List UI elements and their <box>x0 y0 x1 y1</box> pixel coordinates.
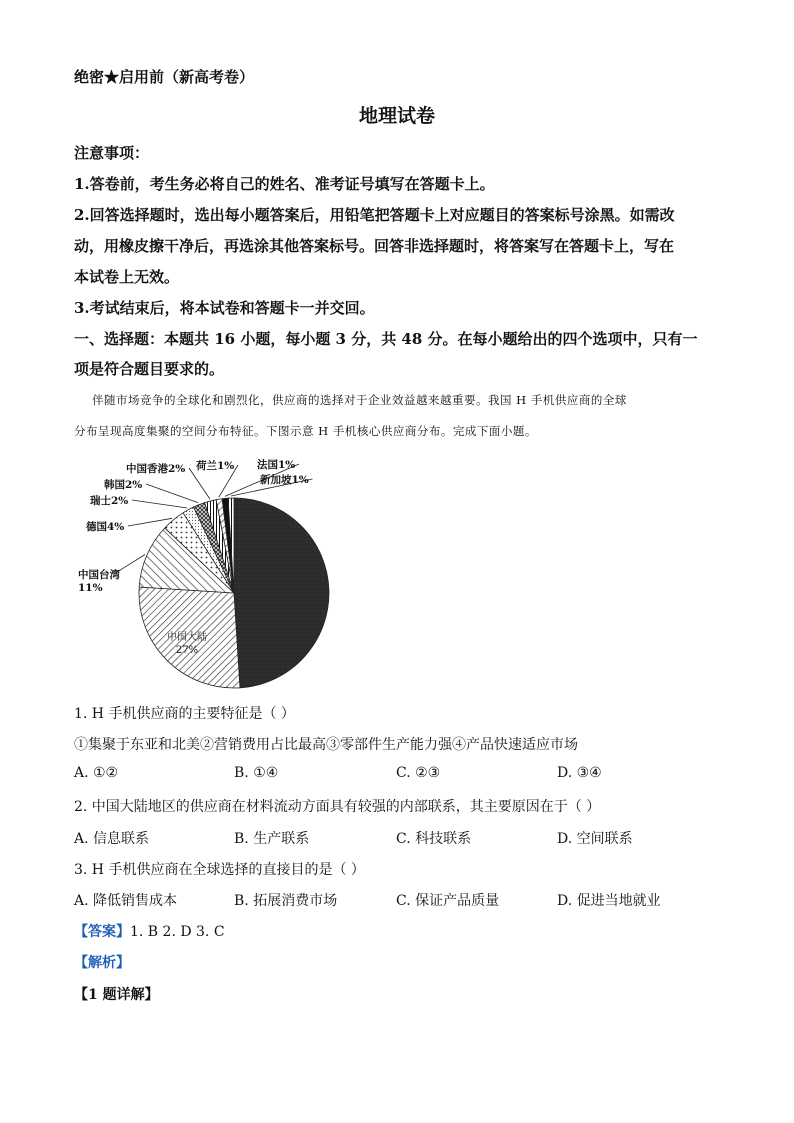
q1-option-c[interactable]: C. ②③ <box>396 765 441 781</box>
note-item-3: 3.考试结束后，将本试卷和答题卡一并交回。 <box>74 299 375 317</box>
material-line-1: 伴随市场竞争的全球化和剧烈化，供应商的选择对于企业效益越来越重要。我国 H 手机供应商的全球 <box>92 393 627 407</box>
pie-leader-4 <box>128 518 172 526</box>
answer-label: 【答案】 <box>74 924 130 940</box>
note-item-2-line-3: 本试卷上无效。 <box>74 268 180 286</box>
analysis-label: 【解析】 <box>74 955 130 971</box>
q3-option-a[interactable]: A. 降低销售成本 <box>74 893 178 909</box>
mainland-inner-percent: 27% <box>175 645 199 656</box>
q3-option-b[interactable]: B. 拓展消费市场 <box>234 893 338 909</box>
material-line-2: 分布呈现高度集聚的空间分布特征。下图示意 H 手机核心供应商分布。完成下面小题。 <box>74 424 537 438</box>
pie-label-5: 瑞士2% <box>90 495 129 507</box>
pie-label-9: 法国1% <box>257 459 296 471</box>
answer-line <box>74 921 225 941</box>
q2-stem: 2. 中国大陆地区的供应商在材料流动方面具有较强的内部联系，其主要原因在于（ ） <box>74 799 601 815</box>
pie-label-7: 中国香港2% <box>126 463 186 475</box>
pie-leader-6 <box>146 484 198 503</box>
section-heading-line-1: 一、选择题：本题共 16 小题，每小题 3 分，共 48 分。在每小题给出的四个选项中，只有一 <box>74 330 698 348</box>
mainland-inner-name: 中国大陆 <box>167 632 207 643</box>
q1-stem: 1. H 手机供应商的主要特征是（ ） <box>74 706 295 722</box>
q1-option-a[interactable]: A. ①② <box>74 765 119 781</box>
pie-label-8: 荷兰1% <box>196 460 235 472</box>
q2-option-a[interactable]: A. 信息联系 <box>74 831 150 847</box>
q1-option-d[interactable]: D. ③④ <box>557 765 602 781</box>
q2-option-d[interactable]: D. 空间联系 <box>557 831 633 847</box>
answer-values: 1. B 2. D 3. C <box>130 924 225 940</box>
pie-label-10: 新加坡1% <box>260 474 309 486</box>
section-heading-line-2: 项是符合题目要求的。 <box>74 360 225 378</box>
pie-label-3: 中国台湾 11% <box>78 569 120 594</box>
q2-option-c[interactable]: C. 科技联系 <box>396 831 472 847</box>
note-item-2-line-2: 动，用橡皮擦干净后，再选涂其他答案标号。回答非选择题时，将答案写在答题卡上，写在 <box>74 237 675 255</box>
q1-option-b[interactable]: B. ①④ <box>234 765 279 781</box>
note-item-1: 1.答卷前，考生务必将自己的姓名、准考证号填写在答题卡上。 <box>74 175 495 193</box>
q2-option-b[interactable]: B. 生产联系 <box>234 831 310 847</box>
q3-stem: 3. H 手机供应商在全球选择的直接目的是（ ） <box>74 862 365 878</box>
detail-heading: 【1 题详解】 <box>74 987 159 1003</box>
page-title: 地理试卷 <box>358 105 435 127</box>
pie-leader-7 <box>189 468 210 499</box>
q3-option-d[interactable]: D. 促进当地就业 <box>557 893 661 909</box>
pie-slice-1 <box>234 498 329 688</box>
q1-statements: ①集聚于东亚和北美②营销费用占比最高③零部件生产能力强④产品快速适应市场 <box>74 737 578 753</box>
pie-label-4: 德国4% <box>86 521 125 533</box>
supplier-pie-chart <box>74 450 374 700</box>
notes-heading: 注意事项： <box>74 144 150 162</box>
q3-option-c[interactable]: C. 保证产品质量 <box>396 893 500 909</box>
confidential-note: 绝密★启用前（新高考卷） <box>74 68 255 86</box>
pie-label-6: 韩国2% <box>104 479 143 491</box>
note-item-2-line-1: 2.回答选择题时，选出每小题答案后，用铅笔把答题卡上对应题目的答案标号涂黑。如需改 <box>74 206 675 224</box>
pie-leader-5 <box>132 500 187 508</box>
